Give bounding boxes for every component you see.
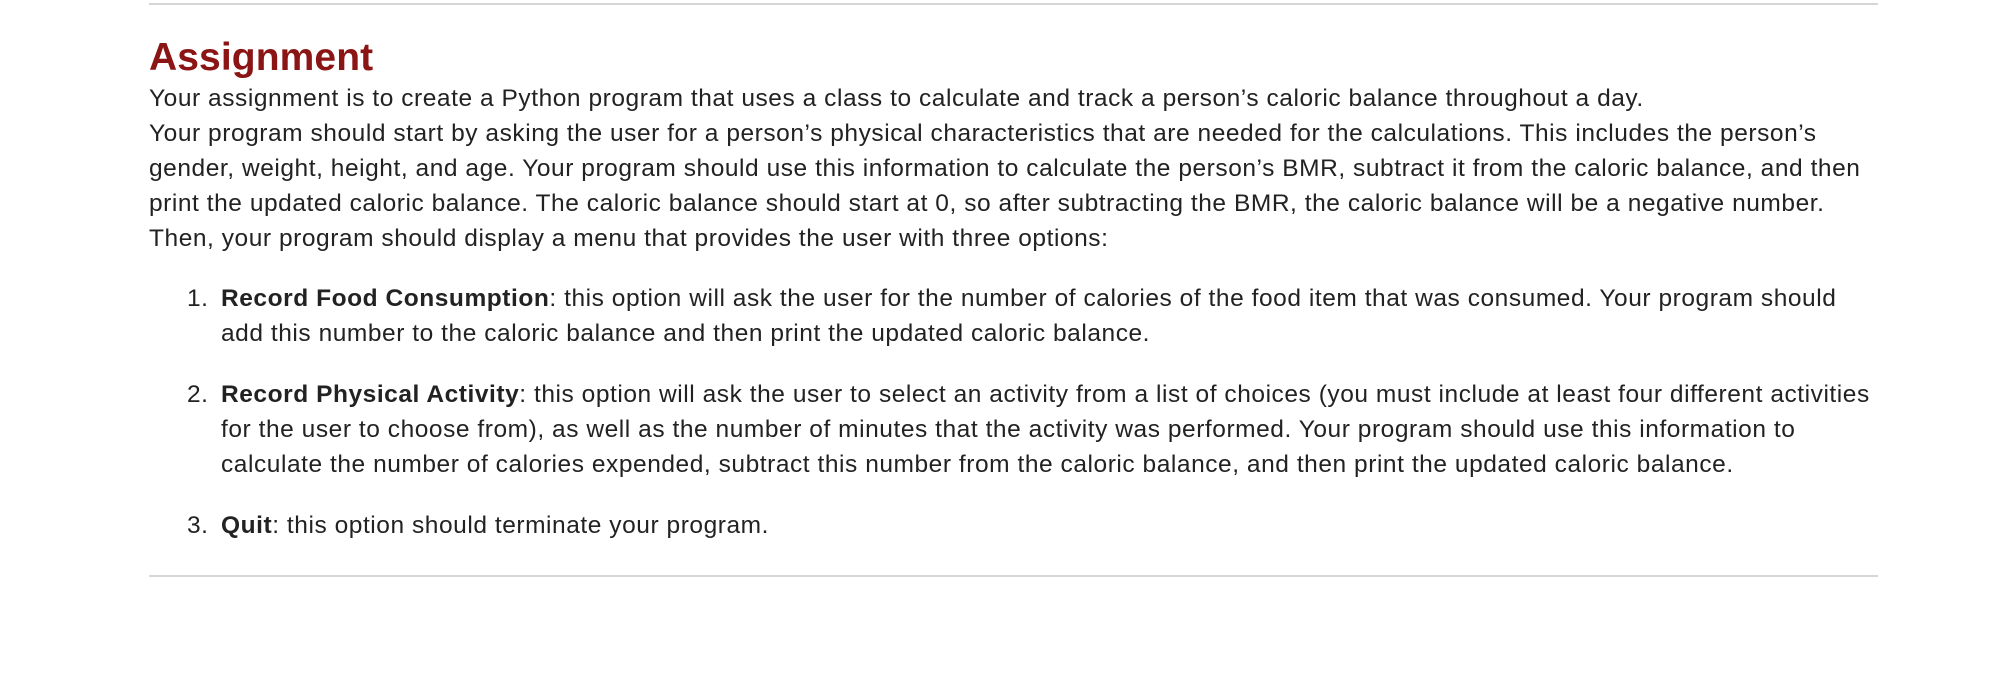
options-list bbox=[149, 281, 1878, 543]
option-name: Record Food Consumption bbox=[221, 285, 550, 312]
top-divider bbox=[149, 3, 1878, 5]
list-item-number: 1. bbox=[187, 285, 209, 312]
section-heading: Assignment bbox=[149, 36, 374, 79]
assignment-section bbox=[149, 3, 1878, 577]
description-paragraph: Your program should start by asking the user for a person’s physical characteristics that are needed for the calculations. This includes the person’s gender, weight, height, and age. Your program should use this information to calculate the person’s BMR, subtract it from the caloric balance, and then print the updated caloric balance. The caloric balance should start at 0, so after subtracting the BMR, the caloric balance will be a negative number. Then, your program should display a menu that provides the user with three options: bbox=[149, 120, 1861, 252]
option-description: : this option will ask the user for the number of calories of the food item that was consumed. Your program should add this number to the caloric balance and then print the updated caloric balance. bbox=[221, 285, 1837, 347]
option-name: Quit bbox=[221, 512, 273, 539]
bottom-divider bbox=[149, 575, 1878, 577]
list-item-number: 2. bbox=[187, 381, 209, 408]
intro-paragraph: Your assignment is to create a Python program that uses a class to calculate and track a person’s caloric balance throughout a day. bbox=[149, 85, 1644, 112]
list-item-quit bbox=[187, 508, 1878, 543]
list-item-record-activity bbox=[187, 377, 1878, 482]
list-item-number: 3. bbox=[187, 512, 209, 539]
list-item-record-food bbox=[187, 281, 1878, 351]
option-description: : this option should terminate your program. bbox=[272, 512, 769, 539]
option-description: : this option will ask the user to select an activity from a list of choices (you must include at least four different activities for the user to choose from), as well as the number of minutes that the activity was performed. Your program should use this information to calculate the number of calories expended, subtract this number from the caloric balance, and then print the updated caloric balance. bbox=[221, 381, 1870, 478]
option-name: Record Physical Activity bbox=[221, 381, 520, 408]
